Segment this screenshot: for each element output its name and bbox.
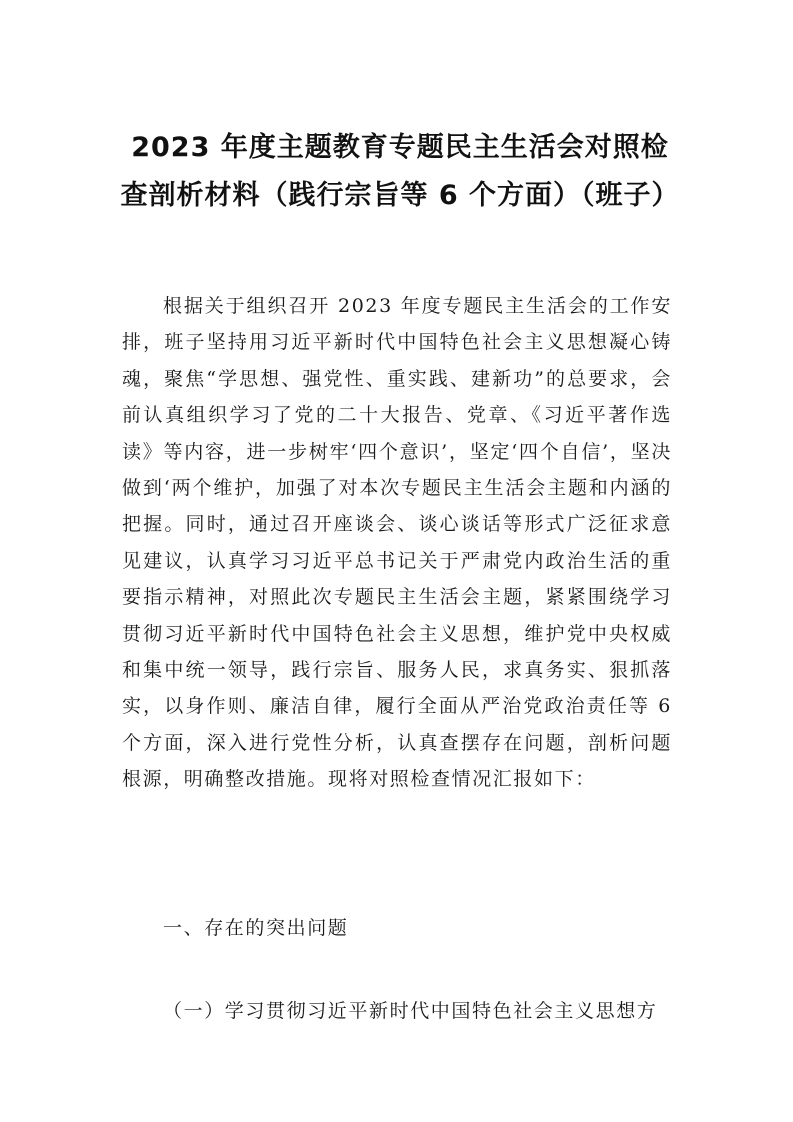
intro-paragraph: 根据关于组织召开 2023 年度专题民主生活会的工作安排，班子坚持用习近平新时代中国特色社会主义思想凝心铸魂，聚焦“学思想、强党性、重实践、建新功”的总要求，会前认真组织学习了党的二十大报告、党章、《习近平著作选读》等内容，进一步树牢‘四个意识’，坚定‘四个自信’，坚决做到‘两个维护，加强了对本次专题民主生活会主题和内涵的把握。同时，通过召开座谈会、谈心谈话等形式广泛征求意见建议，认真学习习近平总书记关于严肃党内政治生活的重要指示精神，对照此次专题民主生活会主题，紧紧围绕学习贯彻习近平新时代中国特色社会主义思想，维护党中央权威和集中统一领导，践行宗旨、服务人民，求真务实、狠抓落实，以身作则、廉洁自律，履行全面从严治党政治责任等 6 个方面，深入进行党性分析，认真查摆存在问题，剖析问题根源，明确整改措施。现将对照检查情况汇报如下：: [122, 295, 672, 791]
document-title: [100, 124, 700, 220]
section-heading: 一、存在的突出问题: [163, 917, 349, 939]
title-line-1: 2023 年度主题教育专题民主生活会对照检: [131, 132, 669, 163]
subsection-heading: （一）学习贯彻习近平新时代中国特色社会主义思想方: [163, 1000, 658, 1022]
title-line-2: 查剖析材料（践行宗旨等 6 个方面）（班子）: [120, 180, 680, 211]
